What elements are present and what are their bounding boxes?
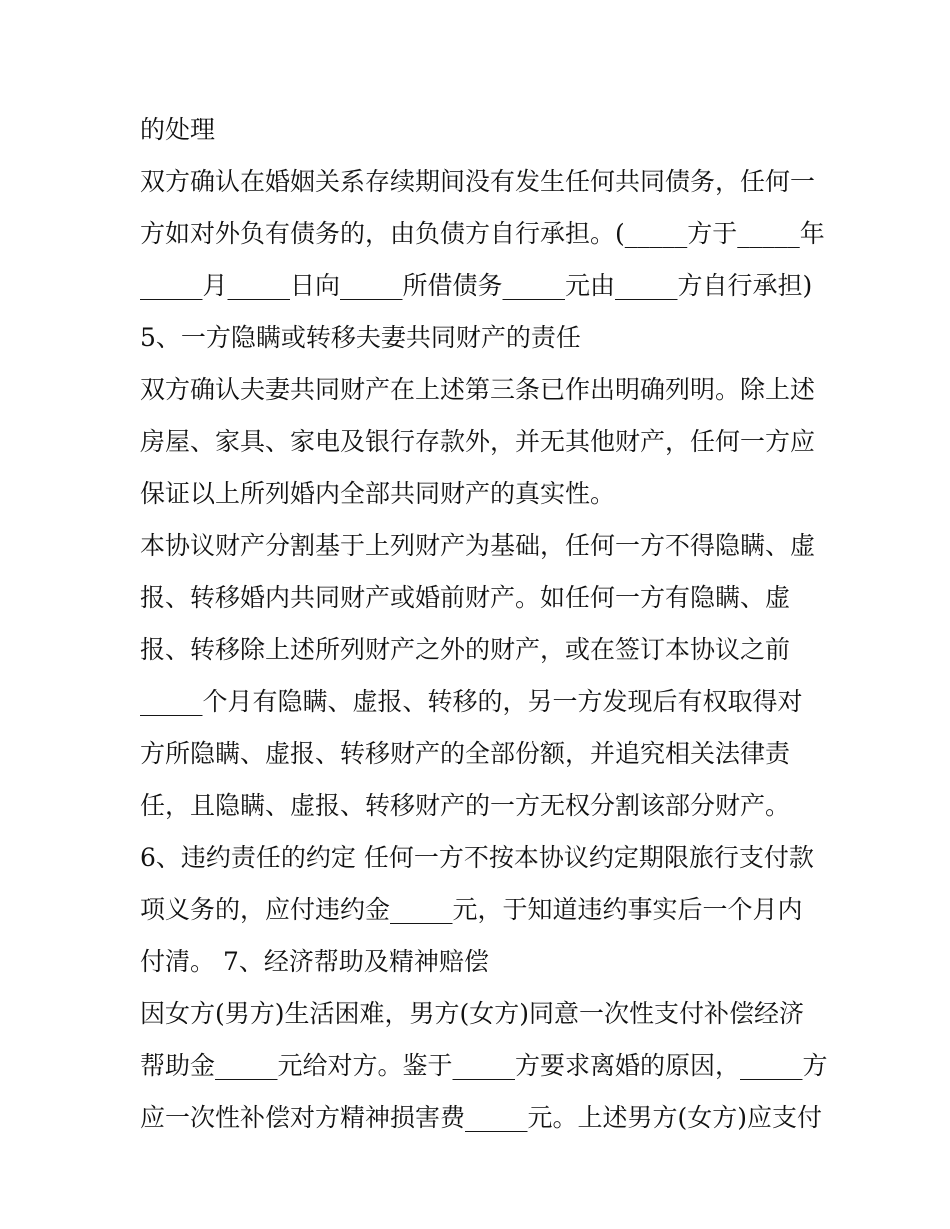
section-heading-7: 付清。 7、经济帮助及精神赔偿	[140, 947, 489, 976]
text-line: _____个月有隐瞒、虚报、转移的，另一方发现后有权取得对	[140, 687, 803, 716]
text-line: 帮助金_____元给对方。鉴于_____方要求离婚的原因，_____方	[140, 1051, 828, 1080]
text-line: 报、转移除上述所列财产之外的财产，或在签订本协议之前	[140, 635, 791, 664]
text-line: 因女方(男方)生活困难，男方(女方)同意一次性支付补偿经济	[140, 999, 805, 1028]
text-line: 本协议财产分割基于上列财产为基础，任何一方不得隐瞒、虚	[140, 531, 816, 560]
section-heading-5: 5、一方隐瞒或转移夫妻共同财产的责任	[140, 323, 581, 352]
text-line: 报、转移婚内共同财产或婚前财产。如任何一方有隐瞒、虚	[140, 583, 791, 612]
text-line: 双方确认夫妻共同财产在上述第三条已作出明确列明。除上述	[140, 375, 816, 404]
text-line: 方如对外负有债务的，由负债方自行承担。(_____方于_____年	[140, 219, 825, 248]
text-line: _____月_____日向_____所借债务_____元由_____方自行承担)	[140, 271, 813, 300]
text-line: 房屋、家具、家电及银行存款外，并无其他财产，任何一方应	[140, 427, 816, 456]
text-line: 方所隐瞒、虚报、转移财产的全部份额，并追究相关法律责	[140, 739, 791, 768]
document-body	[140, 104, 828, 1144]
text-line: 保证以上所列婚内全部共同财产的真实性。	[140, 479, 616, 508]
text-line: 任，且隐瞒、虚报、转移财产的一方无权分割该部分财产。	[140, 791, 791, 820]
text-line: 双方确认在婚姻关系存续期间没有发生任何共同债务，任何一	[140, 167, 816, 196]
text-line: 项义务的，应付违约金_____元，于知道违约事实后一个月内	[140, 895, 803, 924]
text-line: 的处理	[140, 115, 216, 144]
section-heading-6: 6、违约责任的约定 任何一方不按本协议约定期限旅行支付款	[140, 843, 814, 872]
text-line: 应一次性补偿对方精神损害费_____元。上述男方(女方)应支付	[140, 1103, 823, 1132]
